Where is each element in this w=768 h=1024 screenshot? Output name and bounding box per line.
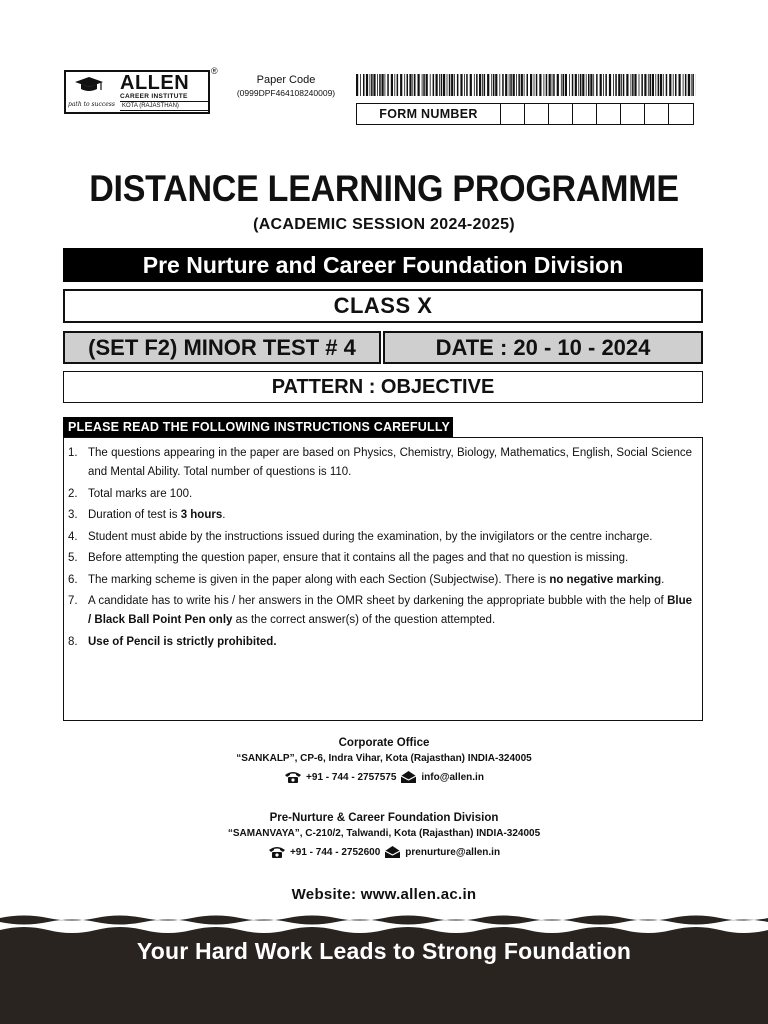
barcode-bar: [387, 74, 389, 96]
instruction-number: 7.: [68, 595, 78, 607]
barcode-bar: [484, 74, 486, 96]
barcode-bar: [683, 74, 684, 96]
instruction-item: [68, 633, 692, 652]
barcode-bar: [639, 74, 640, 96]
test-date: DATE : 20 - 10 - 2024: [383, 331, 703, 364]
pattern-label: PATTERN : OBJECTIVE: [63, 371, 703, 403]
form-number-cell: [621, 104, 645, 124]
academic-session: (ACADEMIC SESSION 2024-2025): [253, 216, 515, 233]
barcode-bar: [588, 74, 590, 96]
barcode-bar: [641, 74, 643, 96]
barcode-bar: [578, 74, 579, 96]
class-label: CLASS X: [63, 289, 703, 323]
instruction-item: [68, 485, 692, 504]
barcode-bar: [609, 74, 611, 96]
barcode-bar: [454, 74, 455, 96]
barcode-bar: [510, 74, 512, 96]
envelope-icon: [400, 770, 417, 784]
logo-tagline: path to success: [68, 101, 115, 108]
instructions-heading: PLEASE READ THE FOLLOWING INSTRUCTIONS CAREFULLY: [63, 417, 453, 437]
barcode-bar: [366, 74, 368, 96]
barcode-bar: [436, 74, 438, 96]
barcode-bar: [632, 74, 634, 96]
footer-slogan: Your Hard Work Leads to Strong Foundation: [136, 938, 632, 964]
form-number-cell: [501, 104, 525, 124]
barcode-bar: [552, 74, 553, 96]
barcode-bar: [652, 74, 654, 96]
barcode-bar: [371, 74, 373, 96]
barcode-bar: [426, 74, 428, 96]
barcode-bar: [422, 74, 423, 96]
barcode-bar: [539, 74, 541, 96]
barcode-bar: [692, 74, 694, 96]
phone-icon: [284, 770, 302, 784]
instruction-text-part: Student must abide by the instructions issued during the examination, by the invigilators or the centre incharge.: [88, 530, 653, 543]
instruction-text-part: Blue / Black Ball Point Pen only: [88, 595, 692, 626]
envelope-icon: [384, 845, 401, 859]
barcode-bar: [479, 74, 481, 96]
footer-band: [0, 910, 768, 1024]
prenurture-email: prenurture@allen.in: [405, 846, 501, 858]
barcode-bar: [590, 74, 592, 96]
corporate-phone: +91 - 744 - 2757575: [306, 771, 397, 783]
instruction-text-part: .: [222, 509, 226, 521]
form-number-box: [356, 103, 694, 125]
instruction-item: [68, 506, 692, 525]
barcode-bar: [433, 74, 435, 96]
barcode-bar: [572, 74, 574, 96]
barcode-bar: [675, 74, 677, 96]
paper-code-value: (0999DPF464108240009): [236, 88, 336, 98]
instruction-item: [68, 444, 692, 482]
instruction-item: [68, 571, 692, 590]
barcode-bar: [460, 74, 462, 96]
barcode-bar: [565, 74, 567, 96]
barcode-bar: [404, 74, 405, 96]
barcode-bar: [391, 74, 393, 96]
instruction-text-part: Before attempting the question paper, ensure that it contains all the pages and that no question is missing.: [88, 552, 629, 564]
barcode-bar: [505, 74, 507, 96]
barcode-bar: [412, 74, 413, 96]
instruction-text-part: Total marks are 100.: [88, 487, 193, 500]
barcode-bar: [650, 74, 652, 96]
barcode-bar: [557, 74, 559, 96]
corporate-office: [0, 736, 768, 784]
test-label: (SET F2) MINOR TEST # 4: [63, 331, 381, 364]
barcode-bar: [430, 74, 431, 96]
barcode-bar: [593, 74, 594, 96]
barcode-bar: [553, 74, 555, 96]
barcode-bar: [451, 74, 453, 96]
form-number-cell: [525, 104, 549, 124]
barcode-bar: [603, 74, 604, 96]
barcode-bar: [487, 74, 489, 96]
paper-code: [226, 74, 346, 99]
form-number-cell: [597, 104, 621, 124]
paper-code-label: Paper Code: [256, 74, 316, 86]
instruction-number: 3.: [68, 509, 78, 521]
barcode-bar: [685, 74, 687, 96]
barcode-bar: [441, 74, 443, 96]
instruction-text: [88, 506, 692, 525]
barcode-bar: [447, 74, 448, 96]
instruction-text: [88, 571, 692, 590]
barcode-bar: [527, 74, 529, 96]
barcode-bar: [470, 74, 472, 96]
page-title: DISTANCE LEARNING PROGRAMME: [89, 168, 679, 209]
instruction-item: [68, 592, 692, 630]
barcode-bar: [509, 74, 510, 96]
barcode-bar: [443, 74, 445, 96]
instruction-item: [68, 549, 692, 568]
barcode-bar: [561, 74, 562, 96]
instruction-number: 6.: [68, 573, 78, 586]
barcode-bar: [534, 74, 535, 96]
barcode-bar: [516, 74, 517, 96]
barcode-bar: [518, 74, 520, 96]
barcode-bar: [563, 74, 565, 96]
corporate-office-address: “SANKALP”, CP-6, Indra Vihar, Kota (Rajasthan) INDIA-324005: [236, 753, 532, 764]
website: Website: www.allen.ac.in: [291, 886, 477, 903]
barcode-bar: [499, 74, 500, 96]
barcode-bar: [544, 74, 545, 96]
barcode: [356, 74, 696, 96]
barcode-bar: [397, 74, 399, 96]
form-number-cell: [573, 104, 597, 124]
instruction-text-part: Duration of test is: [88, 509, 181, 521]
instruction-number: 1.: [68, 447, 78, 459]
barcode-bar: [407, 74, 409, 96]
barcode-bar: [631, 74, 632, 96]
barcode-bar: [536, 74, 538, 96]
instruction-text: [88, 549, 692, 568]
barcode-bar: [466, 74, 468, 96]
instruction-number: 4.: [68, 530, 78, 543]
barcode-bar: [449, 74, 451, 96]
instruction-text-part: The questions appearing in the paper are based on Physics, Chemistry, Biology, Mathematics, English, Social Science and Mental Ability. Total number of questions is 110.: [88, 447, 692, 478]
barcode-bar: [600, 74, 602, 96]
barcode-bar: [623, 74, 625, 96]
barcode-bar: [691, 74, 692, 96]
instruction-text: [88, 528, 692, 547]
barcode-bar: [379, 74, 381, 96]
barcode-bar: [660, 74, 662, 96]
barcode-bar: [423, 74, 425, 96]
instruction-text-part: Use of Pencil is strictly prohibited.: [88, 635, 277, 648]
prenurture-office-address: “SAMANVAYA”, C-210/2, Talwandi, Kota (Rajasthan) INDIA-324005: [227, 828, 541, 839]
barcode-bar: [400, 74, 402, 96]
phone-icon: [268, 845, 286, 859]
barcode-bar: [569, 74, 570, 96]
instruction-text: [88, 485, 692, 504]
corporate-email: info@allen.in: [421, 771, 484, 783]
barcode-bar: [549, 74, 551, 96]
instruction-number: 5.: [68, 552, 78, 564]
barcode-bar: [377, 74, 378, 96]
barcode-bar: [669, 74, 671, 96]
graduation-cap-icon: [66, 72, 118, 112]
barcode-bar: [464, 74, 465, 96]
logo-location: KOTA (RAJASTHAN): [120, 101, 208, 111]
registered-mark: ®: [211, 66, 218, 76]
barcode-bar: [673, 74, 674, 96]
barcode-bar: [370, 74, 371, 96]
barcode-bar: [418, 74, 420, 96]
barcode-bar: [363, 74, 365, 96]
barcode-bar: [530, 74, 532, 96]
barcode-bar: [385, 74, 386, 96]
barcode-bar: [663, 74, 664, 96]
logo-name: ALLEN: [120, 72, 190, 94]
instruction-text-part: .: [661, 573, 665, 586]
instruction-text-part: The marking scheme is given in the paper along with each Section (Subjectwise). There is: [88, 573, 550, 586]
barcode-bar: [495, 74, 497, 96]
instructions-box: [63, 437, 703, 721]
instructions-list: [68, 444, 692, 652]
prenurture-phone: +91 - 744 - 2752600: [289, 846, 381, 858]
corporate-office-title: Corporate Office: [338, 737, 430, 749]
instruction-number: 8.: [68, 635, 78, 648]
barcode-bar: [356, 74, 358, 96]
barcode-bar: [575, 74, 577, 96]
barcode-bar: [586, 74, 587, 96]
barcode-bar: [546, 74, 548, 96]
barcode-bar: [618, 74, 620, 96]
form-number-cell: [645, 104, 669, 124]
barcode-bar: [382, 74, 384, 96]
allen-logo: [64, 70, 210, 114]
barcode-bar: [457, 74, 459, 96]
form-number-cell: [549, 104, 573, 124]
barcode-bar: [482, 74, 483, 96]
instruction-text-part: no negative marking: [549, 573, 662, 586]
barcode-bar: [666, 74, 668, 96]
barcode-bar: [409, 74, 411, 96]
barcode-bar: [394, 74, 395, 96]
barcode-bar: [688, 74, 690, 96]
barcode-bar: [613, 74, 614, 96]
barcode-bar: [373, 74, 375, 96]
form-number-label: FORM NUMBER: [357, 104, 501, 124]
instruction-text: [88, 592, 692, 630]
barcode-bar: [634, 74, 636, 96]
barcode-bar: [360, 74, 361, 96]
barcode-bar: [615, 74, 617, 96]
barcode-bar: [679, 74, 681, 96]
barcode-bar: [644, 74, 646, 96]
prenurture-office-title: Pre-Nurture & Career Foundation Division: [269, 812, 499, 824]
barcode-bar: [474, 74, 475, 96]
barcode-bar: [521, 74, 523, 96]
instruction-text-part: as the correct answer(s) of the question attempted.: [232, 614, 496, 626]
barcode-bar: [658, 74, 660, 96]
instruction-text-part: 3 hours: [180, 509, 223, 521]
barcode-bar: [524, 74, 525, 96]
logo-subtitle: CAREER INSTITUTE: [120, 93, 188, 100]
form-number-cell: [669, 104, 693, 124]
instruction-text: [88, 633, 692, 652]
barcode-bar: [513, 74, 515, 96]
barcode-bar: [414, 74, 416, 96]
barcode-bar: [596, 74, 598, 96]
barcode-bar: [580, 74, 582, 96]
instruction-item: [68, 528, 692, 547]
barcode-bar: [502, 74, 504, 96]
division-banner: Pre Nurture and Career Foundation Division: [63, 248, 703, 282]
barcode-bar: [439, 74, 440, 96]
barcode-bar: [626, 74, 628, 96]
barcode-bar: [493, 74, 495, 96]
instruction-number: 2.: [68, 487, 78, 500]
barcode-bar: [605, 74, 607, 96]
barcode-bar: [655, 74, 656, 96]
barcode-bar: [582, 74, 584, 96]
instruction-text-part: A candidate has to write his / her answers in the OMR sheet by darkening the appropriate bubble with the help of: [88, 595, 668, 607]
prenurture-office: [0, 811, 768, 859]
barcode-bar: [491, 74, 492, 96]
barcode-bar: [648, 74, 649, 96]
instruction-text: [88, 444, 692, 482]
barcode-bar: [621, 74, 622, 96]
barcode-bar: [476, 74, 478, 96]
